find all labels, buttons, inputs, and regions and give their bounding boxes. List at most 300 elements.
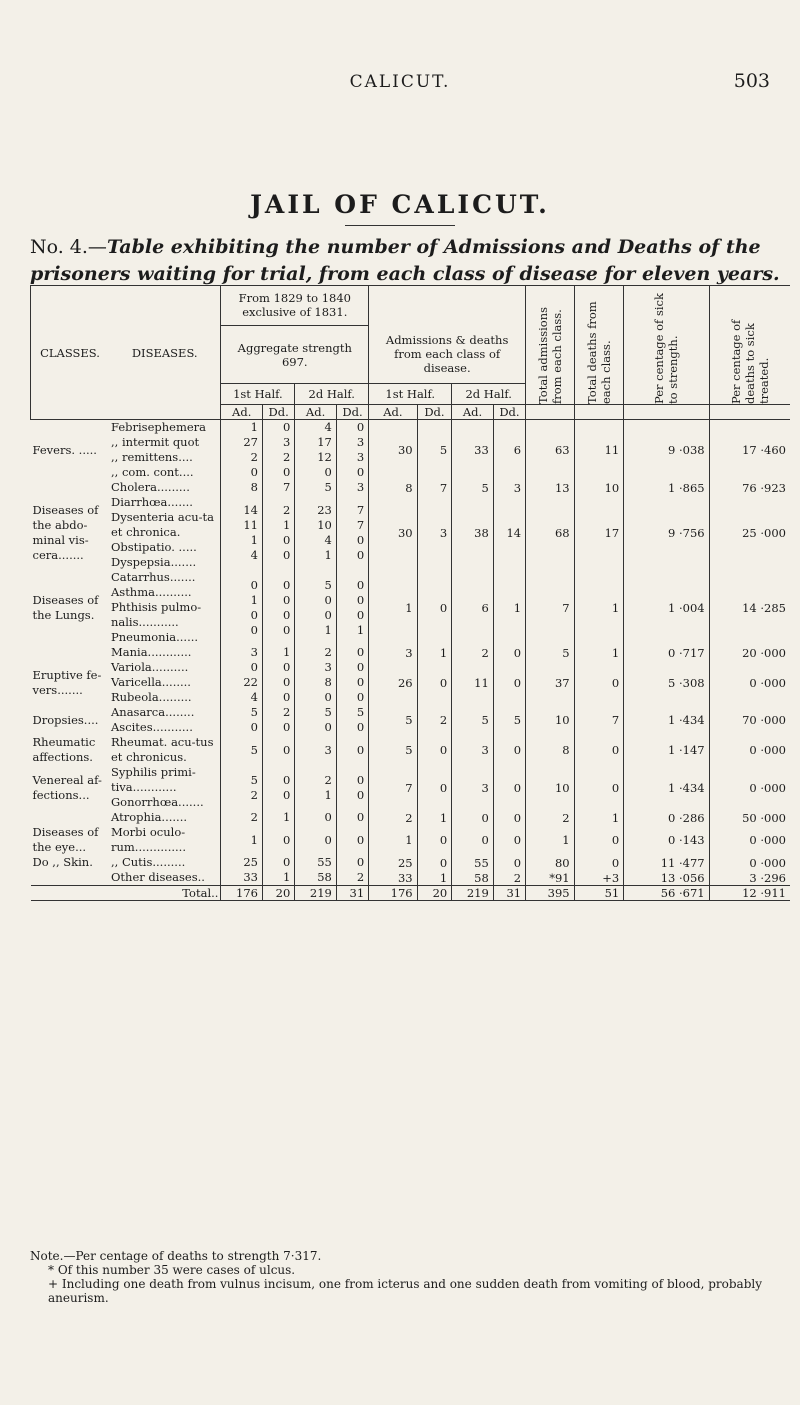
- sum-total-ad: 68: [526, 495, 574, 570]
- sum-h2-dd: 0: [493, 660, 525, 705]
- sum-pct-sick: 1 ·434: [624, 765, 709, 810]
- strength-h2-dd: [336, 870, 368, 886]
- value: 5: [250, 705, 258, 719]
- admissions-deaths-table: [30, 285, 790, 901]
- sum-h1-dd: 0: [417, 765, 452, 810]
- value: 4: [324, 532, 332, 547]
- table-row: [31, 645, 791, 660]
- value: 0: [282, 622, 291, 637]
- strength-h2-ad: [295, 480, 337, 495]
- value: 1: [250, 832, 258, 847]
- sum-h2-ad: 55: [452, 855, 494, 870]
- value: 1: [250, 592, 258, 607]
- strength-h2-dd: [336, 660, 368, 705]
- value: 14: [243, 502, 258, 517]
- value: 2: [282, 705, 291, 719]
- sum-h1-dd: 1: [417, 810, 452, 825]
- sum-total-ad: 1: [526, 825, 574, 855]
- running-title: CALICUT.: [349, 72, 451, 92]
- value: 2: [324, 645, 332, 659]
- sum-h2-ad: 0: [452, 825, 494, 855]
- value: 0: [282, 577, 291, 592]
- total-row: [31, 886, 791, 901]
- disease-list: [109, 765, 221, 810]
- col-second-half: 2d Half.: [295, 384, 369, 405]
- value: 5: [356, 705, 365, 719]
- sum-h2-dd: 0: [493, 645, 525, 660]
- disease-name: Variola..........: [110, 660, 189, 674]
- value: 5: [250, 772, 258, 787]
- col-total-deaths: [574, 286, 624, 405]
- total-label: Total..: [31, 886, 221, 901]
- value: 0: [356, 532, 365, 547]
- value: 0: [356, 690, 365, 704]
- strength-h2-ad: [295, 495, 337, 570]
- value: 12: [317, 450, 332, 464]
- table-row: [31, 765, 791, 810]
- section-heading: JAIL OF CALICUT.: [0, 190, 800, 226]
- sum-pct-deaths: 0 ·000: [709, 765, 790, 810]
- sum-pct-deaths: 76 ·923: [709, 480, 790, 495]
- value: 3: [324, 660, 332, 674]
- disease-name: Mania............: [110, 645, 192, 659]
- strength-h1-dd: [262, 870, 294, 886]
- strength-h1-ad: [221, 810, 263, 825]
- strength-h1-dd: [262, 570, 294, 645]
- value: 0: [282, 660, 291, 674]
- col-blank: [526, 405, 574, 420]
- sum-h1-ad: 1: [369, 570, 417, 645]
- sum-pct-sick: 1 ·434: [624, 705, 709, 735]
- sum-h1-dd: 0: [417, 855, 452, 870]
- sum-pct-sick: 0 ·286: [624, 810, 709, 825]
- sum-total-ad: 80: [526, 855, 574, 870]
- value: 55: [317, 855, 332, 869]
- sum-total-dd: 1: [574, 810, 624, 825]
- sum-h1-dd: 1: [417, 870, 452, 886]
- sum-h1-dd: 1: [417, 645, 452, 660]
- class-name: [31, 870, 109, 886]
- value: 0: [282, 675, 291, 689]
- value: 1: [324, 622, 332, 637]
- value: 1: [324, 787, 332, 802]
- value: 0: [356, 810, 365, 824]
- sum-pct-deaths: 17 ·460: [709, 420, 790, 481]
- col-total-deaths-label: Total deaths from each class.: [584, 301, 613, 404]
- disease-name: Varicella........: [110, 675, 191, 689]
- col-first-half: 1st Half.: [221, 384, 295, 405]
- strength-h1-dd: [262, 810, 294, 825]
- sum-h2-ad: 6: [452, 570, 494, 645]
- disease-list: [109, 480, 221, 495]
- value: 5: [324, 480, 332, 494]
- sum-pct-deaths: 20 ·000: [709, 645, 790, 660]
- sum-h2-ad: 38: [452, 495, 494, 570]
- col-ad: Ad.: [295, 405, 337, 420]
- sum-total-ad: 10: [526, 705, 574, 735]
- value: 0: [356, 660, 365, 674]
- disease-list: [109, 810, 221, 825]
- value: 2: [282, 502, 291, 517]
- value: 0: [356, 592, 365, 607]
- strength-h2-ad: [295, 810, 337, 825]
- col-blank: [574, 405, 624, 420]
- sum-pct-deaths: 3 ·296: [709, 870, 790, 886]
- sum-h2-dd: 3: [493, 480, 525, 495]
- table-row: [31, 705, 791, 735]
- value: 0: [356, 577, 365, 592]
- note-1: Note.—Per centage of deaths to strength 7·317.: [30, 1249, 322, 1263]
- sum-h1-ad: 7: [369, 765, 417, 810]
- sum-h1-ad: 25: [369, 855, 417, 870]
- disease-name: Cholera.........: [110, 480, 190, 494]
- sum-pct-sick: 11 ·477: [624, 855, 709, 870]
- strength-h2-dd: [336, 825, 368, 855]
- total-h1-ad: 176: [221, 886, 263, 901]
- strength-h1-dd: [262, 660, 294, 705]
- value: 0: [282, 855, 291, 869]
- disease-name: Ascites...........: [110, 720, 193, 734]
- value: 0: [356, 547, 365, 562]
- disease-list: [109, 735, 221, 765]
- strength-h1-dd: [262, 420, 294, 481]
- class-name: Eruptive fe-vers.......: [32, 667, 102, 697]
- sum-h1-dd: 2: [417, 705, 452, 735]
- value: 3: [250, 645, 258, 659]
- disease-name: Phthisis pulmo-nalis...........: [110, 600, 202, 629]
- sum-h2-dd: 6: [493, 420, 525, 481]
- sum-total-dd: 0: [574, 825, 624, 855]
- table-body: [31, 420, 791, 901]
- strength-h1-dd: [262, 645, 294, 660]
- value: 7: [356, 502, 365, 517]
- disease-name: Diarrhœa.......: [110, 495, 193, 509]
- strength-h2-dd: [336, 735, 368, 765]
- disease-name: Syphilis primi-tiva............: [110, 765, 196, 794]
- value: 1: [250, 532, 258, 547]
- sum-total-ad: *91: [526, 870, 574, 886]
- table-row: [31, 870, 791, 886]
- sum-pct-deaths: 14 ·285: [709, 570, 790, 645]
- total-h2-dd: 31: [336, 886, 368, 901]
- sum-h1-ad: 30: [369, 420, 417, 481]
- strength-h2-ad: [295, 765, 337, 810]
- footnotes: [30, 1249, 790, 1305]
- sum-total-dd: 0: [574, 855, 624, 870]
- disease-list: [109, 645, 221, 660]
- strength-h2-dd: [336, 855, 368, 870]
- table-row: [31, 495, 791, 570]
- value: 0: [356, 607, 365, 622]
- col-ad: Ad.: [221, 405, 263, 420]
- class-name: [31, 645, 109, 660]
- table-number: No. 4.—: [30, 236, 107, 258]
- class-name: [31, 810, 109, 825]
- col-first-half: 1st Half.: [369, 384, 452, 405]
- sum-pct-sick: 1 ·865: [624, 480, 709, 495]
- sum-total-ad: 2: [526, 810, 574, 825]
- value: 0: [250, 607, 258, 622]
- sum-h1-dd: 5: [417, 420, 452, 481]
- table-row: [31, 735, 791, 765]
- sum-total-dd: +3: [574, 870, 624, 886]
- sum-total-dd: 0: [574, 660, 624, 705]
- strength-h1-ad: [221, 480, 263, 495]
- sum-total-dd: 0: [574, 735, 624, 765]
- sum-pct-deaths: 0 ·000: [709, 825, 790, 855]
- sum-total-ad: 8: [526, 735, 574, 765]
- value: 0: [282, 742, 291, 757]
- value: 1: [250, 420, 258, 434]
- value: 0: [282, 720, 291, 734]
- class-name: [31, 480, 109, 495]
- value: 0: [356, 772, 365, 787]
- strength-h2-ad: [295, 420, 337, 481]
- note-3: + Including one death from vulnus incisum, one from icterus and one sudden death from vomiting of blood, probably aneurism.: [48, 1277, 762, 1305]
- sum-h2-dd: 2: [493, 870, 525, 886]
- value: 0: [324, 832, 332, 847]
- value: 0: [250, 660, 258, 674]
- strength-h1-ad: [221, 570, 263, 645]
- disease-name: Pneumonia......: [110, 630, 199, 644]
- strength-h2-ad: [295, 570, 337, 645]
- col-pct-deaths: [709, 286, 790, 405]
- col-diseases: DISEASES.: [109, 286, 221, 420]
- strength-h2-ad: [295, 825, 337, 855]
- sum-total-dd: 7: [574, 705, 624, 735]
- value: 1: [324, 547, 332, 562]
- disease-name: ,, com. cont....: [110, 465, 194, 479]
- strength-h1-ad: [221, 870, 263, 886]
- col-blank: [709, 405, 790, 420]
- disease-name: Catarrhus.......: [110, 570, 196, 584]
- sum-h2-dd: 0: [493, 855, 525, 870]
- value: 7: [282, 480, 291, 494]
- value: 5: [324, 577, 332, 592]
- disease-name: Atrophia.......: [110, 810, 188, 824]
- value: 0: [356, 720, 365, 734]
- strength-h1-ad: [221, 420, 263, 481]
- total-s-h2-ad: 219: [452, 886, 494, 901]
- strength-h1-dd: [262, 705, 294, 735]
- strength-h1-ad: [221, 495, 263, 570]
- disease-name: Dysenteria acu-ta et chronica.: [110, 510, 214, 539]
- value: 0: [356, 420, 365, 434]
- disease-list: [109, 825, 221, 855]
- disease-name: Rubeola.........: [110, 690, 192, 704]
- value: 0: [356, 832, 365, 847]
- sum-total-ad: 37: [526, 660, 574, 705]
- value: 2: [356, 870, 365, 884]
- table-row: [31, 660, 791, 705]
- col-second-half: 2d Half.: [452, 384, 526, 405]
- disease-list: [109, 870, 221, 886]
- sum-h2-dd: 0: [493, 810, 525, 825]
- sum-total-dd: 0: [574, 765, 624, 810]
- disease-name: Other diseases..: [110, 870, 205, 884]
- sum-h1-ad: 33: [369, 870, 417, 886]
- disease-name: Obstipatio. .....: [110, 540, 197, 554]
- value: 0: [282, 787, 291, 802]
- value: 1: [282, 517, 291, 532]
- disease-list: [109, 420, 221, 481]
- value: 3: [324, 742, 332, 757]
- class-name: Fevers. .....: [32, 442, 97, 457]
- value: 1: [356, 622, 365, 637]
- sum-pct-deaths: 0 ·000: [709, 855, 790, 870]
- sum-h2-dd: 0: [493, 735, 525, 765]
- disease-name: ,, intermit quot: [110, 435, 200, 449]
- strength-h2-dd: [336, 420, 368, 481]
- sum-pct-sick: 9 ·756: [624, 495, 709, 570]
- value: 0: [282, 592, 291, 607]
- value: 3: [356, 435, 365, 449]
- table-caption-text: Table exhibiting the number of Admissions and Deaths of the prisoners waiting for trial, from each class of disease for eleven years.: [30, 236, 780, 285]
- sum-pct-sick: 1 ·004: [624, 570, 709, 645]
- col-period: From 1829 to 1840 exclusive of 1831.: [221, 286, 369, 326]
- strength-h2-ad: [295, 660, 337, 705]
- strength-h2-ad: [295, 645, 337, 660]
- value: 0: [356, 675, 365, 689]
- value: 0: [324, 810, 332, 824]
- table-head: [31, 286, 791, 420]
- sum-pct-deaths: 0 ·000: [709, 660, 790, 705]
- strength-h1-dd: [262, 855, 294, 870]
- sum-pct-sick: 0 ·717: [624, 645, 709, 660]
- col-total-admissions: [526, 286, 574, 405]
- total-s-h2-dd: 31: [493, 886, 525, 901]
- class-name: Venereal af-fections...: [32, 772, 102, 802]
- sum-h1-ad: 26: [369, 660, 417, 705]
- col-admissions-blank: [369, 286, 526, 326]
- sum-h1-ad: 5: [369, 735, 417, 765]
- class-name: Diseases of the abdo-minal vis-cera.......: [32, 502, 99, 562]
- sum-total-ad: 7: [526, 570, 574, 645]
- sum-h1-dd: 0: [417, 735, 452, 765]
- total-total-ad: 395: [526, 886, 574, 901]
- sum-total-dd: 17: [574, 495, 624, 570]
- value: 5: [324, 705, 332, 719]
- col-blank: [624, 405, 709, 420]
- sum-h1-dd: 0: [417, 660, 452, 705]
- value: 17: [317, 435, 332, 449]
- sum-h1-ad: 8: [369, 480, 417, 495]
- sum-h2-dd: 1: [493, 570, 525, 645]
- value: 0: [250, 720, 258, 734]
- disease-name: ,, remittens....: [110, 450, 193, 464]
- strength-h1-dd: [262, 735, 294, 765]
- sum-total-ad: 5: [526, 645, 574, 660]
- value: 0: [282, 465, 291, 479]
- strength-h2-dd: [336, 765, 368, 810]
- value: 0: [282, 547, 291, 562]
- strength-h1-dd: [262, 765, 294, 810]
- table-row: [31, 825, 791, 855]
- disease-list: [109, 705, 221, 735]
- value: 0: [250, 577, 258, 592]
- value: 0: [282, 832, 291, 847]
- sum-total-dd: 1: [574, 645, 624, 660]
- value: 2: [282, 450, 291, 464]
- sum-h1-dd: 7: [417, 480, 452, 495]
- strength-h1-ad: [221, 855, 263, 870]
- value: 1: [282, 645, 291, 659]
- table-row: [31, 420, 791, 481]
- sum-h2-ad: 0: [452, 810, 494, 825]
- strength-h1-dd: [262, 495, 294, 570]
- total-pct-deaths: 12 ·911: [709, 886, 790, 901]
- sum-pct-sick: 5 ·308: [624, 660, 709, 705]
- sum-h1-dd: 0: [417, 825, 452, 855]
- col-total-admissions-label: Total admissions from each class.: [535, 306, 564, 404]
- class-name: Diseases of the eye...: [32, 825, 99, 854]
- value: 0: [282, 607, 291, 622]
- value: 0: [282, 772, 291, 787]
- value: 0: [250, 622, 258, 637]
- value: 8: [250, 480, 258, 494]
- strength-h1-ad: [221, 705, 263, 735]
- value: 0: [324, 607, 332, 622]
- total-h1-dd: 20: [262, 886, 294, 901]
- strength-h2-ad: [295, 735, 337, 765]
- value: 2: [250, 450, 258, 464]
- value: 0: [282, 532, 291, 547]
- sum-total-ad: 13: [526, 480, 574, 495]
- value: 11: [243, 517, 258, 532]
- disease-name: ,, Cutis.........: [110, 855, 186, 869]
- sum-h2-dd: 0: [493, 765, 525, 810]
- sum-h1-dd: 0: [417, 570, 452, 645]
- disease-name: Asthma..........: [110, 585, 192, 599]
- value: 0: [324, 592, 332, 607]
- strength-h2-ad: [295, 870, 337, 886]
- table-row: [31, 855, 791, 870]
- sum-h2-ad: 11: [452, 660, 494, 705]
- disease-name: Gonorrhœa.......: [110, 795, 204, 809]
- value: 0: [356, 787, 365, 802]
- col-pct-sick: [624, 286, 709, 405]
- sum-h2-dd: 14: [493, 495, 525, 570]
- sum-h1-ad: 30: [369, 495, 417, 570]
- col-dd: Dd.: [417, 405, 452, 420]
- sum-h2-dd: 0: [493, 825, 525, 855]
- total-s-h1-ad: 176: [369, 886, 417, 901]
- value: 23: [317, 502, 332, 517]
- value: 33: [243, 870, 258, 884]
- col-dd: Dd.: [336, 405, 368, 420]
- value: 0: [324, 690, 332, 704]
- strength-h2-dd: [336, 645, 368, 660]
- disease-name: Anasarca........: [110, 705, 195, 719]
- sum-pct-sick: 0 ·143: [624, 825, 709, 855]
- total-total-dd: 51: [574, 886, 624, 901]
- sum-total-dd: 1: [574, 570, 624, 645]
- sum-pct-deaths: 50 ·000: [709, 810, 790, 825]
- value: 3: [282, 435, 291, 449]
- page-number: 503: [733, 70, 770, 92]
- strength-h2-dd: [336, 480, 368, 495]
- class-name: Do ,, Skin.: [32, 855, 93, 869]
- strength-h1-ad: [221, 735, 263, 765]
- sum-total-dd: 10: [574, 480, 624, 495]
- table-row: [31, 570, 791, 645]
- value: 7: [356, 517, 365, 532]
- value: 0: [282, 690, 291, 704]
- value: 0: [356, 465, 365, 479]
- sum-h1-ad: 5: [369, 705, 417, 735]
- col-pct-deaths-label: Per centage of deaths to sick treated.: [728, 319, 771, 404]
- sum-h1-ad: 2: [369, 810, 417, 825]
